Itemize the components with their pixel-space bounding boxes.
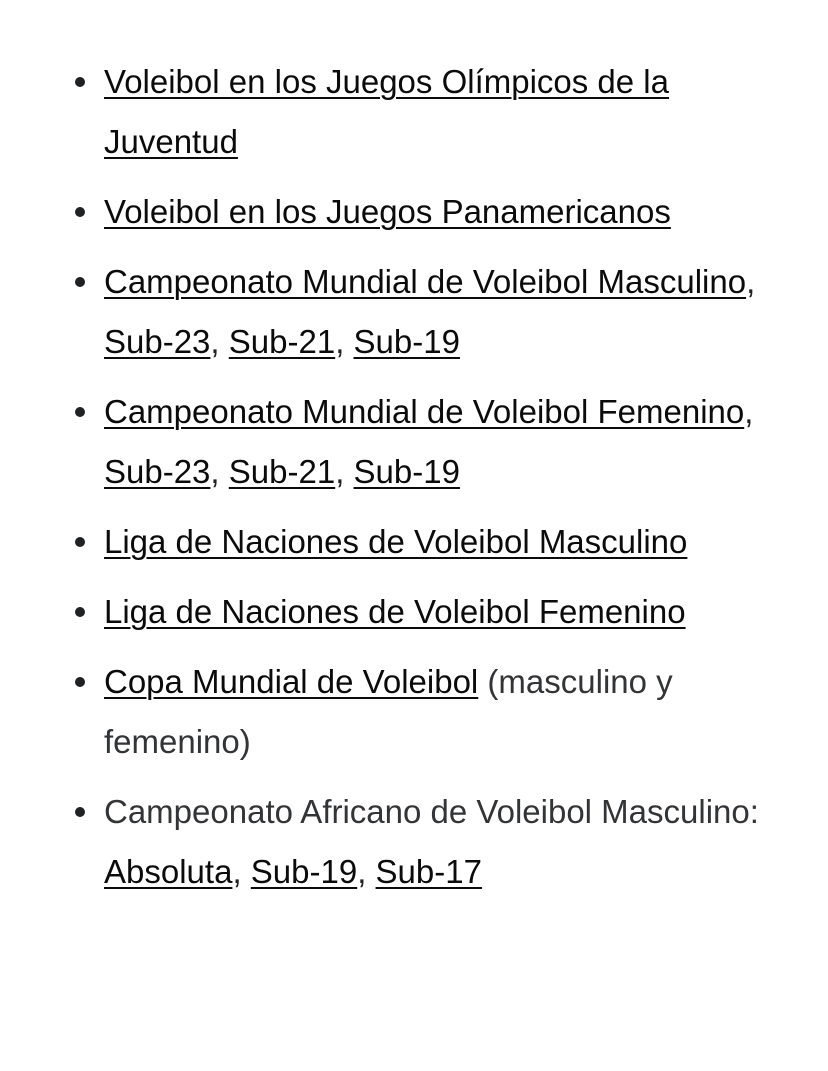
link-women-world-u21[interactable]: Sub-21 xyxy=(228,453,336,490)
african-championship-label: Campeonato Africano de Voleibol Masculino: xyxy=(104,793,759,830)
bullet-icon xyxy=(75,407,85,417)
link-african-u19[interactable]: Sub-19 xyxy=(250,853,358,890)
bullet-icon xyxy=(75,207,85,217)
link-men-nations-league[interactable]: Liga de Naciones de Voleibol Masculino xyxy=(104,523,688,560)
link-men-world-u21[interactable]: Sub-21 xyxy=(228,323,336,360)
separator: , xyxy=(335,323,354,360)
separator: , xyxy=(210,453,229,490)
link-men-world-u19[interactable]: Sub-19 xyxy=(353,323,460,360)
separator: , xyxy=(357,853,376,890)
separator: , xyxy=(210,323,229,360)
list-item xyxy=(104,652,798,772)
world-cup-note: (masculino y femenino) xyxy=(104,663,673,760)
list-item xyxy=(104,382,798,502)
bullet-icon xyxy=(75,77,85,87)
bullet-icon xyxy=(75,677,85,687)
separator: , xyxy=(232,853,251,890)
link-women-world-championship[interactable]: Campeonato Mundial de Voleibol Femenino xyxy=(104,393,745,430)
bullet-icon xyxy=(75,277,85,287)
list-item xyxy=(104,582,798,642)
separator: , xyxy=(335,453,354,490)
link-african-u17[interactable]: Sub-17 xyxy=(375,853,482,890)
link-women-nations-league[interactable]: Liga de Naciones de Voleibol Femenino xyxy=(104,593,686,630)
link-men-world-championship[interactable]: Campeonato Mundial de Voleibol Masculino xyxy=(104,263,747,300)
link-panamerican-games-volleyball[interactable]: Voleibol en los Juegos Panamericanos xyxy=(104,193,671,230)
link-men-world-u23[interactable]: Sub-23 xyxy=(104,323,211,360)
separator: , xyxy=(746,263,756,300)
link-african-absolute[interactable]: Absoluta xyxy=(104,853,233,890)
link-volleyball-world-cup[interactable]: Copa Mundial de Voleibol xyxy=(104,663,479,700)
list-item xyxy=(104,52,798,172)
list-item xyxy=(104,512,798,572)
list-item xyxy=(104,252,798,372)
list-item xyxy=(104,182,798,242)
list-item xyxy=(104,782,798,902)
link-women-world-u19[interactable]: Sub-19 xyxy=(353,453,460,490)
link-youth-olympics-volleyball[interactable]: Voleibol en los Juegos Olímpicos de la Juventud xyxy=(104,63,669,160)
link-women-world-u23[interactable]: Sub-23 xyxy=(104,453,211,490)
bullet-icon xyxy=(75,807,85,817)
separator: , xyxy=(744,393,754,430)
bullet-icon xyxy=(75,537,85,547)
bullet-icon xyxy=(75,607,85,617)
